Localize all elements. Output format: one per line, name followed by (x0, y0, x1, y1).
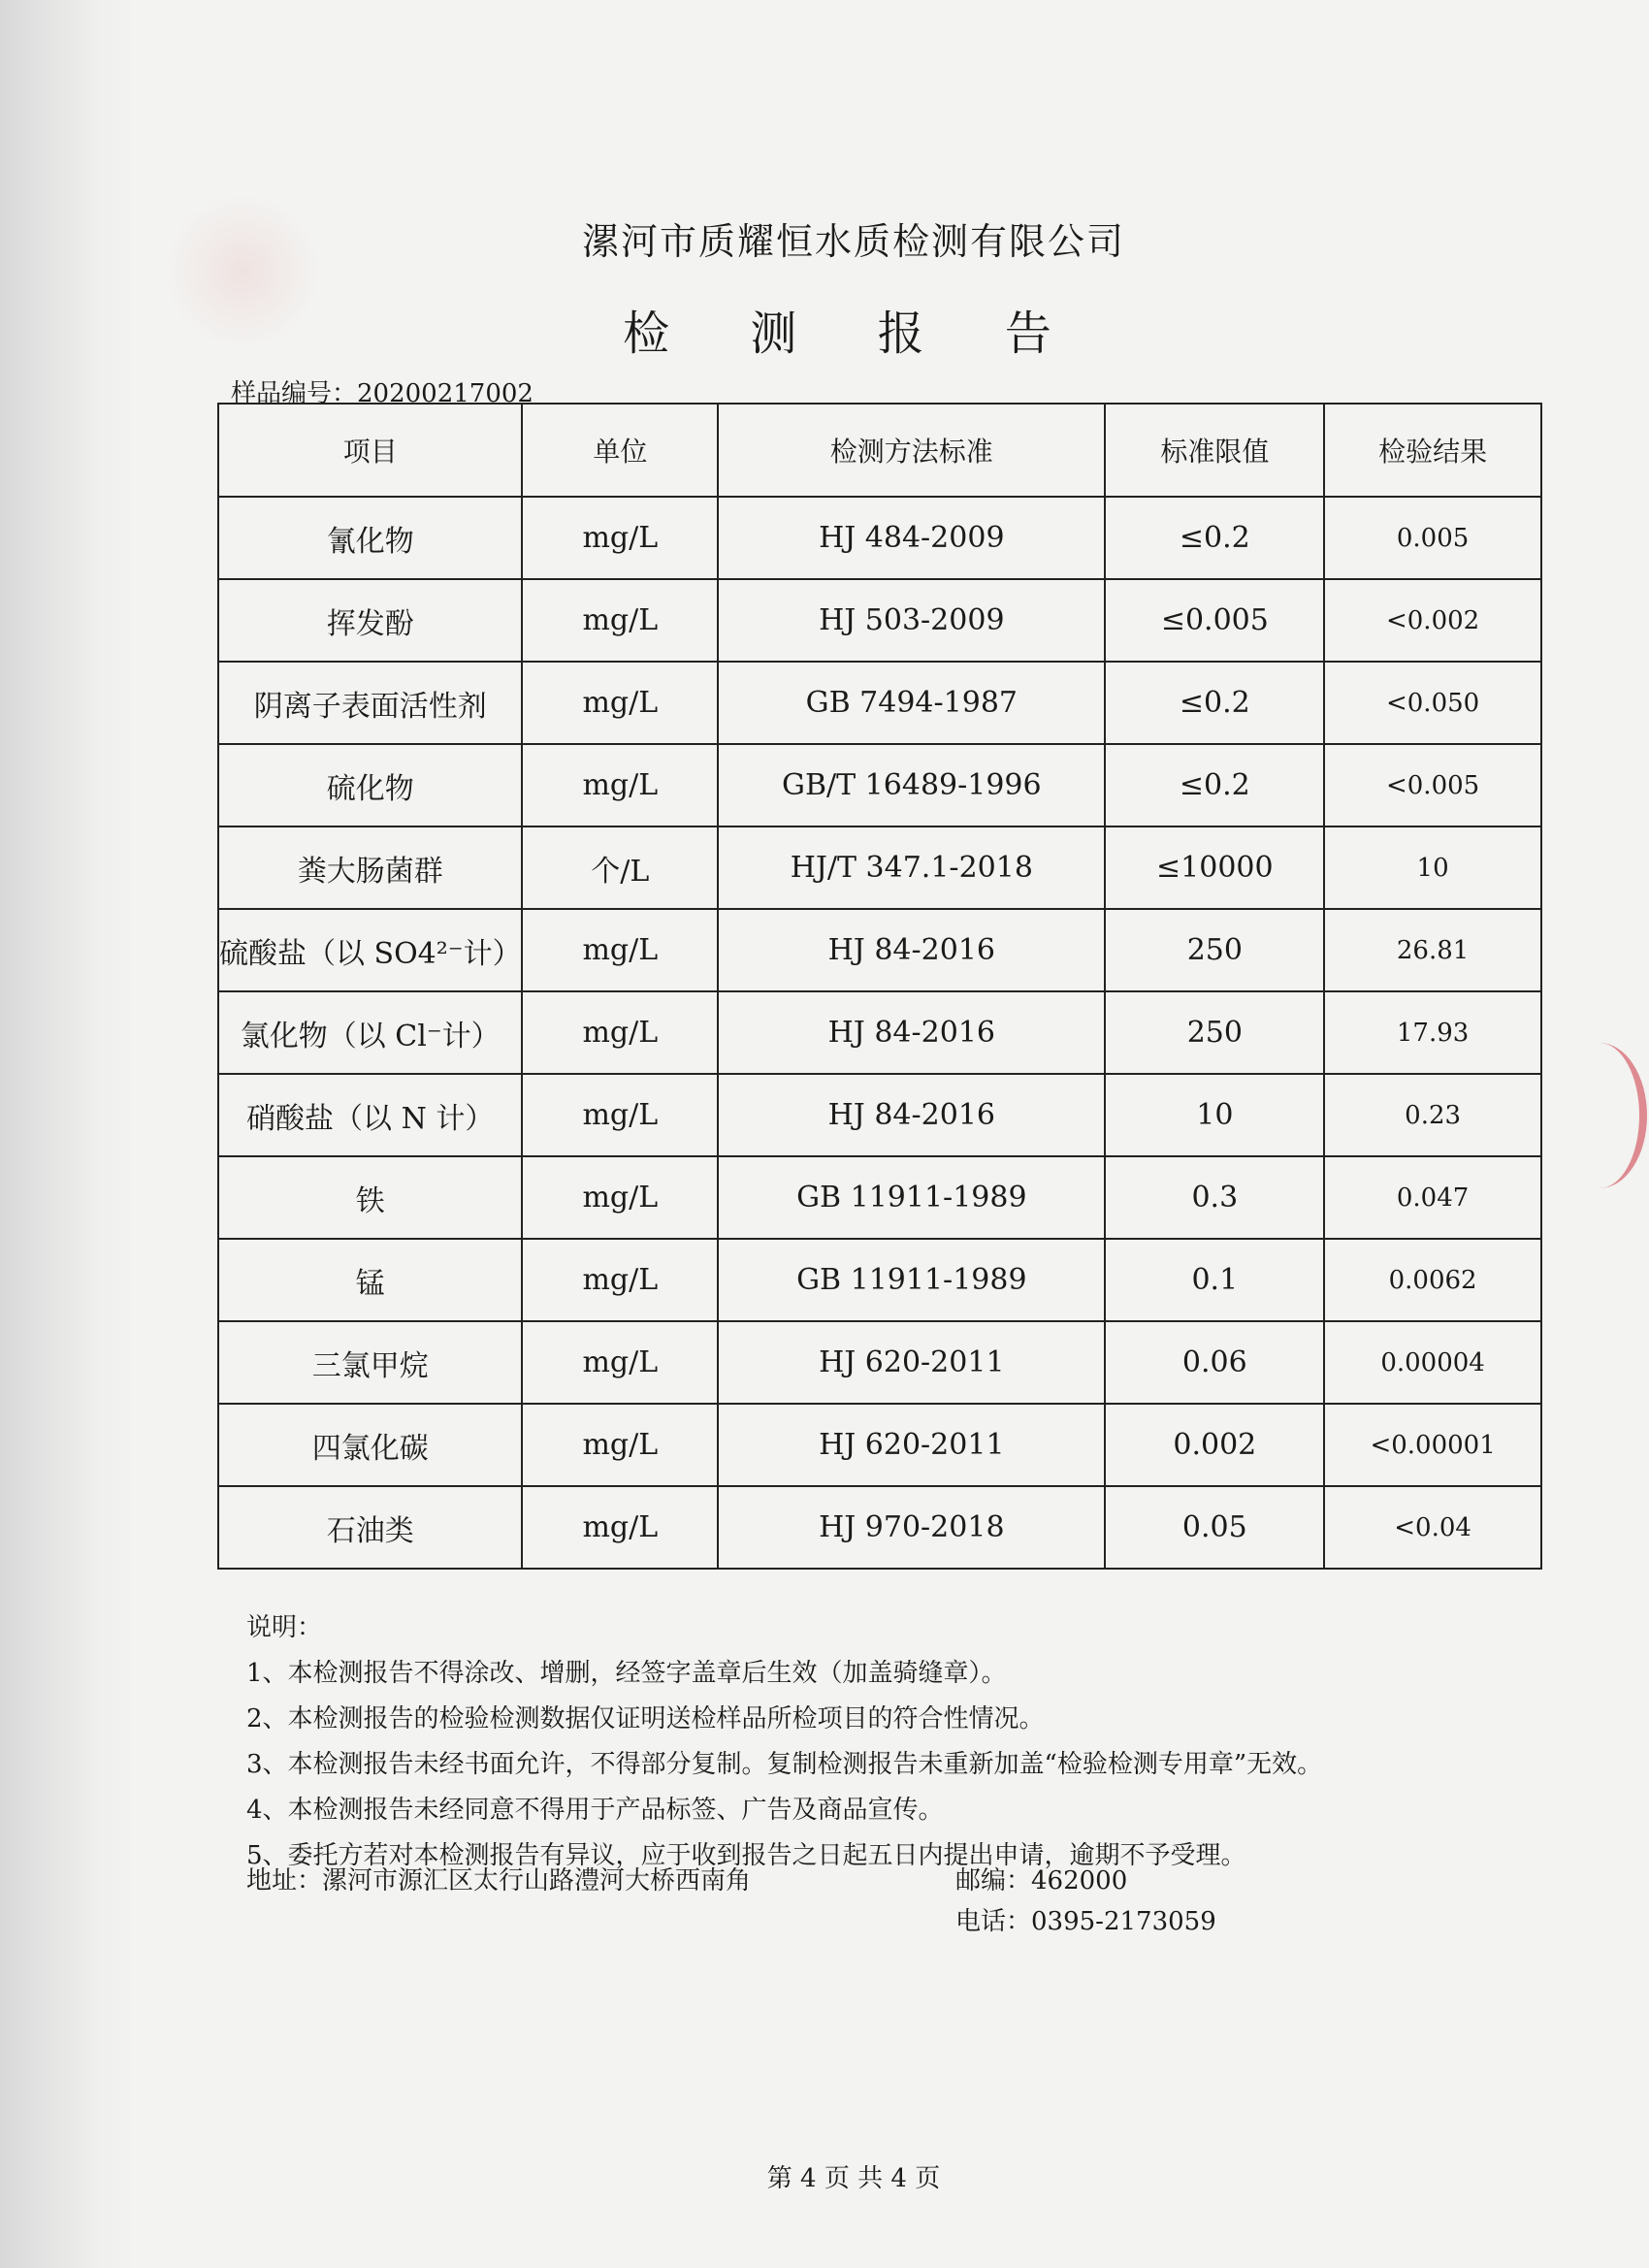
cell-limit: 250 (1105, 991, 1324, 1074)
cell-method: HJ 84-2016 (718, 909, 1105, 991)
cell-limit: 250 (1105, 909, 1324, 991)
table-row (218, 1074, 1541, 1156)
report-title: 检 测 报 告 (623, 307, 1084, 361)
notes-title: 说明： (246, 1613, 323, 1642)
phone: 电话：0395-2173059 (955, 1907, 1216, 1936)
table-row (218, 744, 1541, 826)
cell-unit: mg/L (522, 909, 718, 991)
cell-unit: mg/L (522, 744, 718, 826)
cell-limit: 0.1 (1105, 1239, 1324, 1321)
cell-unit: mg/L (522, 497, 718, 579)
cell-limit: ≤0.005 (1105, 579, 1324, 662)
cell-limit: 10 (1105, 1074, 1324, 1156)
seam-seal-fragment (1552, 1043, 1647, 1188)
cell-unit: mg/L (522, 1486, 718, 1569)
cell-result: 0.0062 (1324, 1239, 1541, 1321)
cell-method: HJ 484-2009 (718, 497, 1105, 579)
cell-method: HJ 503-2009 (718, 579, 1105, 662)
cell-limit: ≤0.2 (1105, 497, 1324, 579)
cell-item: 氯化物（以 Cl⁻计） (218, 991, 522, 1074)
cell-unit: mg/L (522, 1074, 718, 1156)
page-number: 第 4 页 共 4 页 (766, 2164, 941, 2193)
cell-method: HJ 84-2016 (718, 991, 1105, 1074)
cell-unit: mg/L (522, 579, 718, 662)
notes-section (246, 1605, 1322, 1879)
header-result: 检验结果 (1324, 404, 1541, 497)
table-row (218, 662, 1541, 744)
cell-method: HJ 84-2016 (718, 1074, 1105, 1156)
cell-item: 粪大肠菌群 (218, 826, 522, 909)
header-unit: 单位 (522, 404, 718, 497)
table-row (218, 991, 1541, 1074)
note-item: 1、本检测报告不得涂改、增删，经签字盖章后生效（加盖骑缝章）。 (246, 1659, 1007, 1688)
cell-method: GB 11911-1989 (718, 1239, 1105, 1321)
cell-method: HJ 970-2018 (718, 1486, 1105, 1569)
cell-result: 0.00004 (1324, 1321, 1541, 1404)
cell-limit: 0.06 (1105, 1321, 1324, 1404)
table-row (218, 826, 1541, 909)
cell-result: <0.002 (1324, 579, 1541, 662)
cell-limit: ≤10000 (1105, 826, 1324, 909)
cell-method: HJ/T 347.1-2018 (718, 826, 1105, 909)
cell-unit: mg/L (522, 1321, 718, 1404)
header-limit: 标准限值 (1105, 404, 1324, 497)
table-row (218, 1486, 1541, 1569)
cell-unit: mg/L (522, 1404, 718, 1486)
cell-item: 阴离子表面活性剂 (218, 662, 522, 744)
table-row (218, 1321, 1541, 1404)
cell-result: 17.93 (1324, 991, 1541, 1074)
cell-method: GB 7494-1987 (718, 662, 1105, 744)
table-row (218, 909, 1541, 991)
results-table (217, 403, 1542, 1570)
cell-unit: mg/L (522, 1156, 718, 1239)
cell-unit: 个/L (522, 826, 718, 909)
cell-item: 氰化物 (218, 497, 522, 579)
cell-result: 10 (1324, 826, 1541, 909)
cell-unit: mg/L (522, 662, 718, 744)
cell-result: <0.050 (1324, 662, 1541, 744)
note-item: 3、本检测报告未经书面允许，不得部分复制。复制检测报告未重新加盖“检验检测专用章”无效。 (246, 1750, 1323, 1779)
note-item: 5、委托方若对本检测报告有异议，应于收到报告之日起五日内提出申请，逾期不予受理。 (246, 1841, 1246, 1870)
cell-limit: 0.05 (1105, 1486, 1324, 1569)
cell-item: 挥发酚 (218, 579, 522, 662)
cell-limit: ≤0.2 (1105, 744, 1324, 826)
cell-item: 锰 (218, 1239, 522, 1321)
header-item: 项目 (218, 404, 522, 497)
company-name: 漯河市质耀恒水质检测有限公司 (581, 220, 1125, 263)
note-item: 2、本检测报告的检验检测数据仅证明送检样品所检项目的符合性情况。 (246, 1704, 1045, 1733)
address: 地址：漯河市源汇区太行山路澧河大桥西南角 (246, 1866, 752, 1895)
cell-item: 三氯甲烷 (218, 1321, 522, 1404)
postcode: 邮编：462000 (955, 1866, 1128, 1895)
cell-item: 硫酸盐（以 SO4²⁻计） (218, 909, 522, 991)
cell-result: 0.047 (1324, 1156, 1541, 1239)
cell-item: 硫化物 (218, 744, 522, 826)
cell-result: 0.23 (1324, 1074, 1541, 1156)
cell-item: 铁 (218, 1156, 522, 1239)
table-row (218, 1404, 1541, 1486)
cell-method: HJ 620-2011 (718, 1404, 1105, 1486)
table-header-row (218, 404, 1541, 497)
cell-result: 26.81 (1324, 909, 1541, 991)
cell-result: 0.005 (1324, 497, 1541, 579)
cell-item: 硝酸盐（以 N 计） (218, 1074, 522, 1156)
cell-item: 四氯化碳 (218, 1404, 522, 1486)
cell-result: <0.00001 (1324, 1404, 1541, 1486)
cell-result: <0.005 (1324, 744, 1541, 826)
cell-item: 石油类 (218, 1486, 522, 1569)
cell-method: GB 11911-1989 (718, 1156, 1105, 1239)
note-item: 4、本检测报告未经同意不得用于产品标签、广告及商品宣传。 (246, 1796, 944, 1825)
table-row (218, 497, 1541, 579)
cell-unit: mg/L (522, 1239, 718, 1321)
header-method: 检测方法标准 (718, 404, 1105, 497)
cell-method: GB/T 16489-1996 (718, 744, 1105, 826)
cell-unit: mg/L (522, 991, 718, 1074)
cell-result: <0.04 (1324, 1486, 1541, 1569)
cell-limit: ≤0.2 (1105, 662, 1324, 744)
cell-limit: 0.3 (1105, 1156, 1324, 1239)
table-row (218, 1156, 1541, 1239)
cell-method: HJ 620-2011 (718, 1321, 1105, 1404)
cell-limit: 0.002 (1105, 1404, 1324, 1486)
table-row (218, 1239, 1541, 1321)
sample-number: 样品编号：20200217002 (231, 379, 534, 408)
table-row (218, 579, 1541, 662)
